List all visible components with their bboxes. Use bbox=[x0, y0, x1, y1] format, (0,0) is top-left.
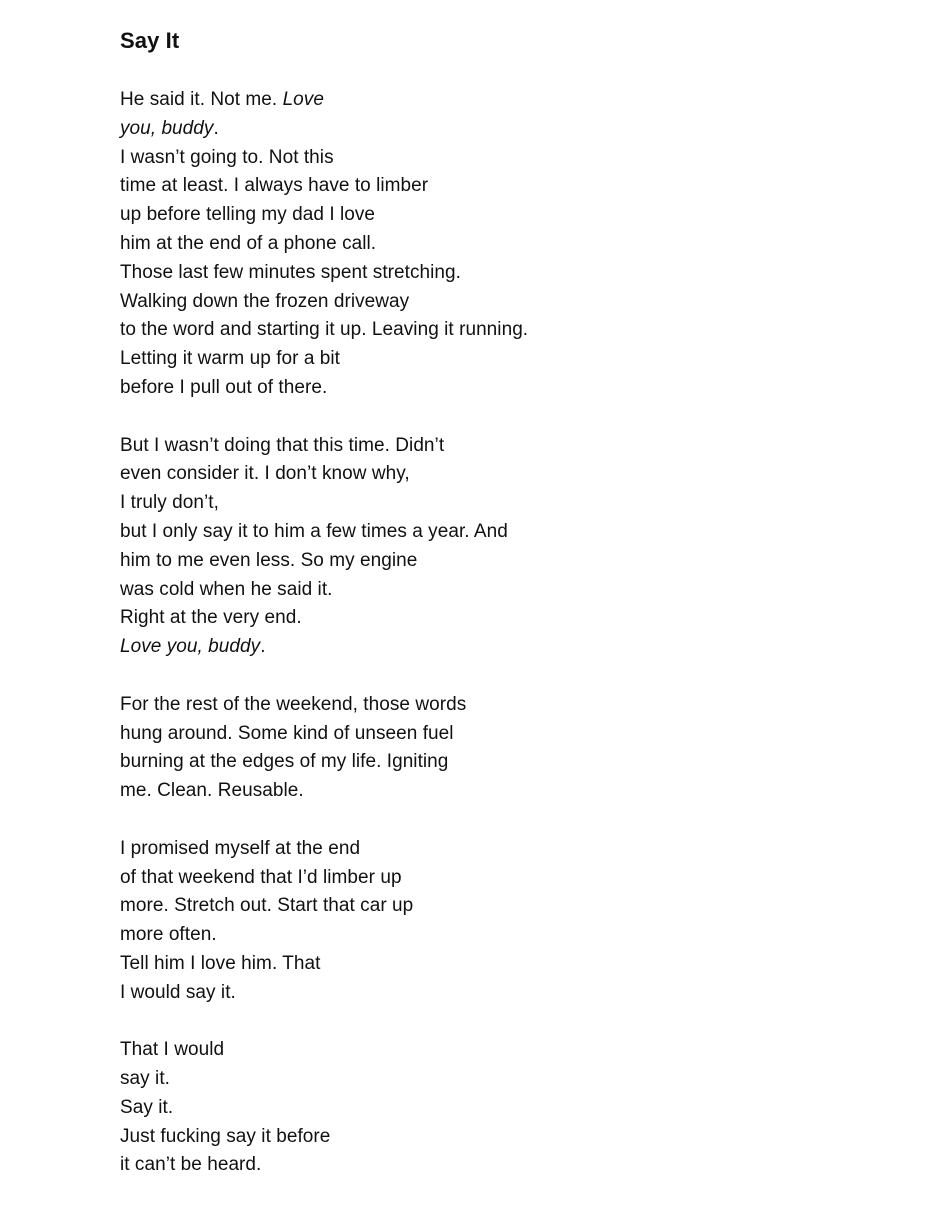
poem-line: more often. bbox=[120, 924, 217, 946]
poem-line: For the rest of the weekend, those words bbox=[120, 693, 467, 715]
poem-line: I would say it. bbox=[120, 981, 236, 1003]
poem-line: Tell him I love him. That bbox=[120, 952, 321, 974]
poem-line: That I would bbox=[120, 1039, 225, 1061]
poem-line: I truly don’t, bbox=[120, 492, 219, 514]
poem-line: to the word and starting it up. Leaving it running. bbox=[120, 319, 529, 341]
line-text-italic: you, buddy bbox=[120, 117, 214, 139]
poem-line: more. Stretch out. Start that car up bbox=[120, 895, 414, 917]
line-text-italic: Love you, buddy bbox=[120, 636, 261, 658]
stanza-3 bbox=[120, 691, 900, 806]
poem-title: Say It bbox=[120, 28, 180, 53]
poem-line: up before telling my dad I love bbox=[120, 204, 376, 226]
poem-line: was cold when he said it. bbox=[120, 578, 333, 600]
poem-line: Right at the very end. bbox=[120, 607, 302, 629]
line-text: . bbox=[213, 117, 219, 139]
poem-line: Letting it warm up for a bit bbox=[120, 348, 341, 370]
poem-line: Walking down the frozen driveway bbox=[120, 290, 410, 312]
poem-line: I promised myself at the end bbox=[120, 837, 361, 859]
poem-line: Say it. bbox=[120, 1096, 174, 1118]
poem-line bbox=[120, 633, 900, 662]
poem-line: me. Clean. Reusable. bbox=[120, 780, 304, 802]
poem-line: hung around. Some kind of unseen fuel bbox=[120, 722, 454, 744]
stanza-1 bbox=[120, 86, 900, 403]
stanza-2 bbox=[120, 432, 900, 662]
stanza-5 bbox=[120, 1036, 900, 1180]
poem-line: but I only say it to him a few times a year. And bbox=[120, 520, 508, 542]
poem-line: time at least. I always have to limber bbox=[120, 175, 429, 197]
line-text: He said it. Not me. bbox=[120, 89, 283, 110]
poem-line: Just fucking say it before bbox=[120, 1125, 331, 1147]
poem-line: him at the end of a phone call. bbox=[120, 232, 377, 254]
poem-line bbox=[120, 86, 900, 115]
poem-line: even consider it. I don’t know why, bbox=[120, 463, 410, 485]
poem-line: I wasn’t going to. Not this bbox=[120, 146, 334, 168]
poem-line: burning at the edges of my life. Igniting bbox=[120, 751, 449, 773]
poem-line: him to me even less. So my engine bbox=[120, 549, 418, 571]
poem-page bbox=[120, 26, 900, 1209]
poem-line: But I wasn’t doing that this time. Didn’t bbox=[120, 434, 445, 456]
poem-line: before I pull out of there. bbox=[120, 376, 328, 398]
poem-line: Those last few minutes spent stretching. bbox=[120, 261, 461, 283]
poem-line: of that weekend that I’d limber up bbox=[120, 866, 402, 888]
poem-line: it can’t be heard. bbox=[120, 1154, 262, 1176]
poem-line bbox=[120, 115, 900, 144]
line-text: . bbox=[260, 636, 266, 658]
stanza-4 bbox=[120, 835, 900, 1008]
line-text-italic: Love bbox=[282, 89, 324, 110]
poem-line: say it. bbox=[120, 1068, 170, 1090]
